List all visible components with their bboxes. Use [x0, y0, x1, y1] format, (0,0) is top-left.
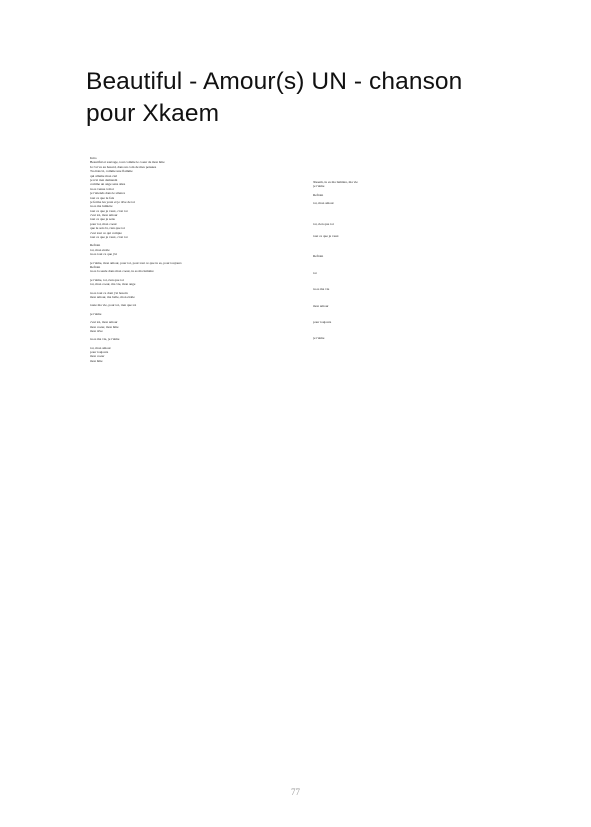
embedded-left-line: tu es tout ce dont j'ai besoin: [90, 290, 128, 295]
embedded-left-line: c'est tout ce qui compte: [90, 230, 122, 235]
embedded-left-line: je ferme les yeux et je rêve de toi: [90, 199, 135, 204]
embedded-page-image: [86, 156, 506, 441]
embedded-right-line: tout ce que je veux: [313, 233, 339, 238]
embedded-left-line: mon coeur: [90, 354, 105, 359]
embedded-right-line: je t'aime: [313, 336, 325, 341]
embedded-left-line: tout ce que je veux, c'est toi: [90, 208, 128, 213]
title-line-2: pour Xkaem: [86, 100, 220, 127]
embedded-left-line: mon amour, ma belle, mon étoile: [90, 294, 135, 299]
embedded-right-line: toi, mon amour: [313, 201, 334, 206]
embedded-left-line: toi, mon amour: [90, 345, 111, 350]
embedded-left-line: Refrain: [90, 243, 101, 248]
embedded-left-line: toi, mon coeur, ma vie, mon ange: [90, 282, 136, 287]
embedded-left-line: tu es tout ce que j'ai: [90, 252, 117, 257]
embedded-right-line: pour toujours: [313, 319, 332, 324]
embedded-left-line: tu es ma vie, je t'aime: [90, 337, 120, 342]
embedded-left-line: qui allume mon ciel: [90, 173, 118, 178]
embedded-right-line: je t'aime: [313, 184, 325, 189]
embedded-left-line: je t'aime: [90, 311, 102, 316]
embedded-left-line: tu es venue à moi: [90, 186, 114, 191]
embedded-left-line: toi, mon étoile: [90, 247, 110, 252]
embedded-left-line: tout ce que tu fais: [90, 195, 115, 200]
embedded-left-line: tu es ma lumière: [90, 204, 113, 209]
embedded-left-line: je t'attends dans le silence: [90, 191, 126, 196]
embedded-left-line: tu es la seule dans mon coeur, tu es ma lumière: [90, 269, 154, 274]
page-number: 77: [291, 787, 300, 797]
embedded-left-line: mon rêve: [90, 328, 103, 333]
embedded-left-line: mon coeur, mon âme: [90, 324, 119, 329]
embedded-left-line: c'est toi, mon amour: [90, 320, 118, 325]
embedded-left-line: je t'aime, mon amour, pour toi, pour tout ce que tu es, pour toujours: [90, 260, 182, 265]
embedded-left-line: je t'aime, toi, rien que toi: [90, 277, 124, 282]
embedded-left-line: Intro: [90, 156, 97, 160]
embedded-right-line: toi, rien que toi: [313, 221, 334, 226]
embedded-left-line: que tu sois là, rien que toi: [90, 226, 125, 231]
page-title: [86, 66, 526, 130]
embedded-left-line: je n'ai rien demandé: [90, 177, 118, 182]
embedded-right-line: Refrain: [313, 192, 324, 197]
title-line-1: Beautiful - Amour(s) UN - chanson: [86, 68, 463, 95]
embedded-right-line: tu es ma vie: [313, 287, 330, 292]
embedded-right-line: mon amour: [313, 303, 329, 308]
embedded-left-line: Je t'ai vu au hasard, dans un coin de mes pensées: [90, 164, 157, 169]
embedded-left-line: pour toi, mon coeur: [90, 221, 117, 226]
embedded-left-line: Beautiful et sauvage, tout comme le coeur de mon âme: [90, 160, 165, 165]
embedded-left-line: c'est toi, mon amour: [90, 213, 118, 218]
embedded-left-line: tout ce que je sens: [90, 217, 115, 222]
embedded-right-column: [313, 156, 508, 341]
embedded-left-line: toute ma vie, pour toi, rien que toi: [90, 303, 137, 308]
embedded-left-line: Refrain: [90, 264, 101, 269]
embedded-right-line: Xkaem, tu es ma lumière, ma vie: [313, 180, 358, 184]
embedded-left-line: pour toujours: [90, 350, 109, 355]
embedded-left-line: mon âme: [90, 358, 103, 363]
embedded-left-line: comme un ange sans ailes: [90, 182, 126, 187]
embedded-left-column: [90, 156, 280, 363]
embedded-right-line: Refrain: [313, 254, 324, 259]
embedded-left-line: tout ce que je veux, c'est toi: [90, 235, 128, 240]
embedded-right-line: toi: [313, 270, 317, 275]
embedded-left-line: Tu étais là, comme une flamme: [90, 169, 133, 174]
